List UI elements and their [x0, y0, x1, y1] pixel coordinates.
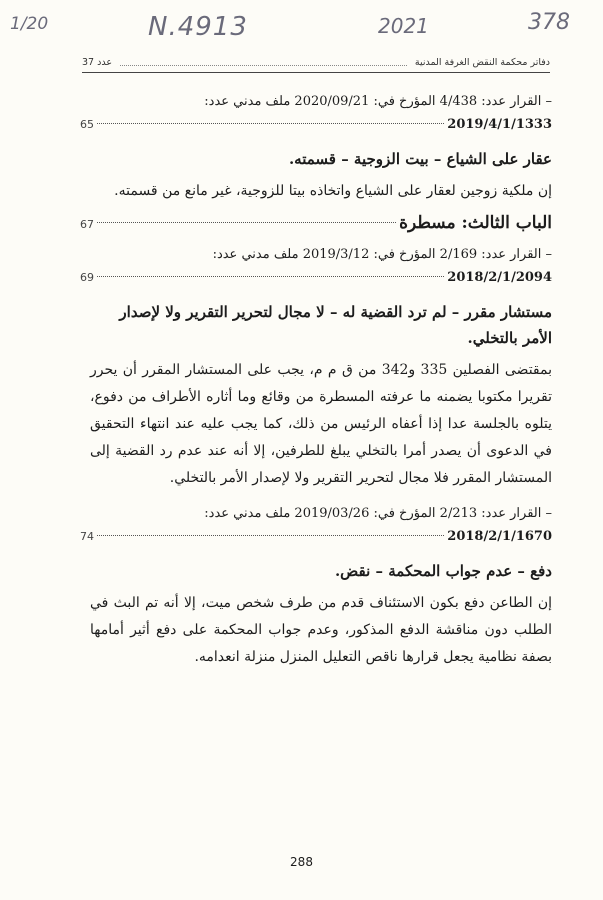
- page-ref: 69: [80, 271, 94, 284]
- dot-leader: [97, 222, 396, 223]
- handwritten-year: 2021: [378, 14, 429, 38]
- decision-entry-1: – القرار عدد: 4/438 المؤرخ في: 2020/09/21 ملف مدني عدد:: [204, 94, 552, 109]
- page-ref: 65: [80, 118, 94, 131]
- header-dotted-rule: [120, 59, 407, 66]
- toc-line-2: [80, 267, 552, 289]
- page-content: [80, 90, 552, 671]
- decision-entry-3: – القرار عدد: 2/213 المؤرخ في: 2019/03/26 ملف مدني عدد:: [204, 506, 552, 521]
- handwritten-note-left: 1/20: [10, 14, 49, 34]
- dot-leader: [97, 535, 444, 536]
- dot-leader: [97, 123, 444, 124]
- toc-line-1: [80, 114, 552, 136]
- section-title: الباب الثالث: مسطرة: [399, 213, 552, 233]
- keywords-heading-3: دفع – عدم جواب المحكمة – نقض.: [334, 562, 552, 580]
- header-title: دفاتر محكمة النقض الغرفة المدنية: [414, 57, 550, 68]
- file-number: 2018/2/1/1670: [447, 529, 552, 544]
- page-ref: 74: [80, 530, 94, 543]
- handwritten-reference-number: N.4913: [148, 12, 248, 42]
- file-number: 2018/2/1/2094: [447, 270, 552, 285]
- page-number: 288: [290, 855, 313, 869]
- keywords-heading-1: عقار على الشياع – بيت الزوجية – قسمته.: [288, 150, 552, 168]
- file-number: 2019/4/1/1333: [447, 117, 552, 132]
- page-ref: 67: [80, 218, 94, 231]
- summary-paragraph-1: إن ملكية زوجين لعقار على الشياع واتخاذه بيتا للزوجية، غير مانع من قسمته.: [114, 183, 552, 199]
- handwritten-page: 378: [528, 10, 570, 35]
- toc-line-3: [80, 526, 552, 548]
- header-issue: عدد 37: [82, 57, 112, 68]
- section-heading: [80, 213, 552, 233]
- header-divider: [82, 72, 550, 73]
- keywords-heading-2: مستشار مقرر – لم ترد القضية له – لا مجال لتحرير التقرير ولا لإصدار الأمر بالتخلي.: [119, 303, 552, 347]
- summary-paragraph-2: بمقتضى الفصلين 335 و342 من ق م م، يجب على المستشار المقرر أن يحرر تقريرا مكتوبا يضمنه ما عرفته المسطرة من وقائع وما أثاره الأطراف من دفوع، يتلوه بالجلسة عدا إذا أعفاه الرئيس من ذلك، كما يجب عليه عند انتهاء التحقيق في الدعوى أن يصدر أمرا بالتخلي يبلغ للطرفين، إلا أنه عند عدم رد القضية إلى المستشار المقرر فلا مجال لتحرير التقرير ولا لإصدار الأمر بالتخلي.: [90, 362, 552, 486]
- decision-entry-2: – القرار عدد: 2/169 المؤرخ في: 2019/3/12 ملف مدني عدد:: [212, 247, 552, 262]
- dot-leader: [97, 276, 444, 277]
- summary-paragraph-3: إن الطاعن دفع بكون الاستئناف قدم من طرف شخص ميت، إلا أنه تم البث في الطلب دون مناقشة الدفع المذكور، وعدم جواب المحكمة على دفع أثير أمامها بصفة نظامية يجعل قرارها ناقص التعليل المنزل منزلة انعدامه.: [90, 595, 552, 665]
- running-header: [82, 57, 550, 68]
